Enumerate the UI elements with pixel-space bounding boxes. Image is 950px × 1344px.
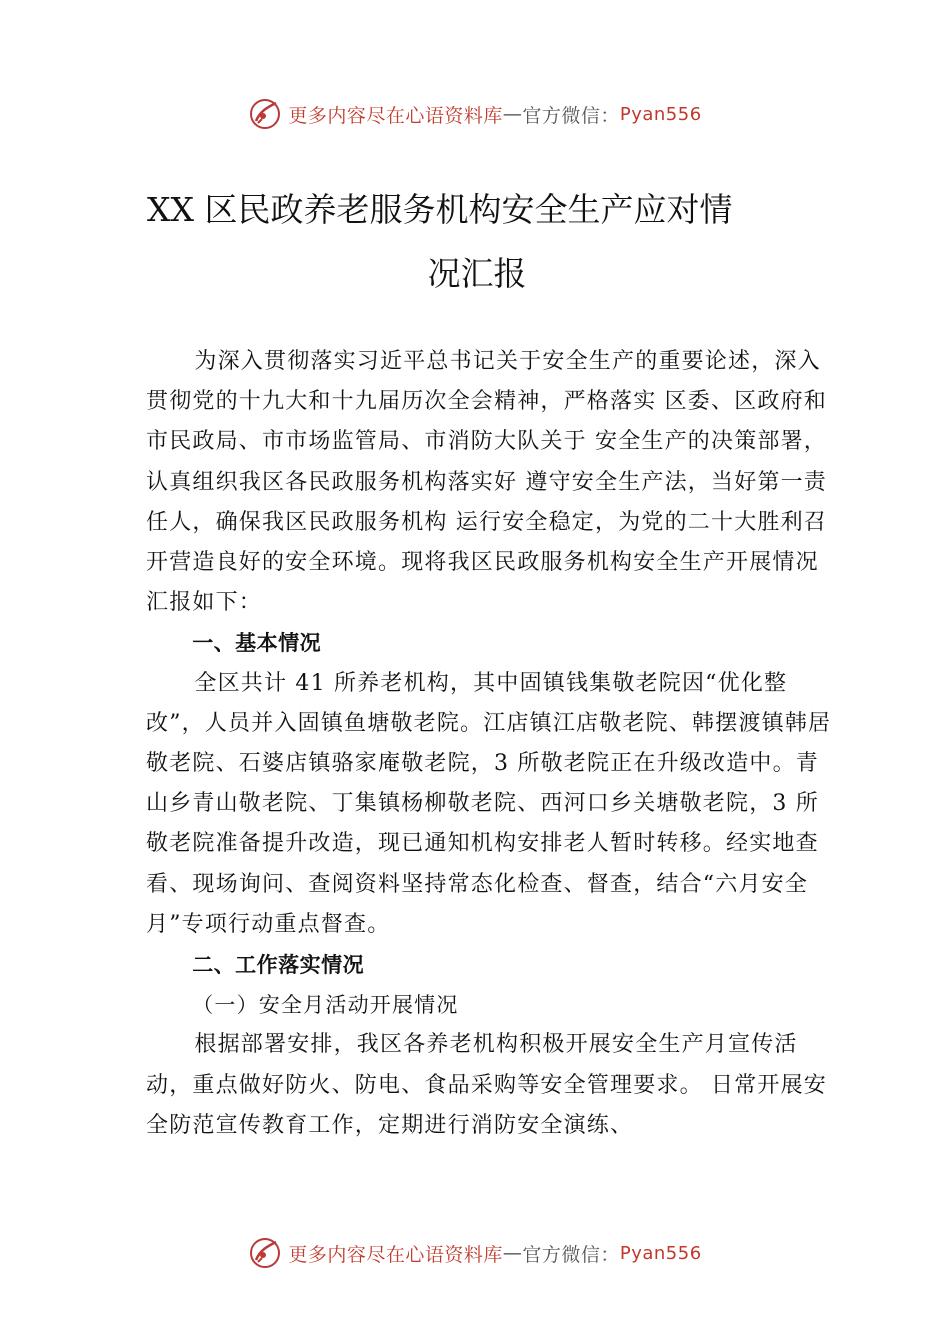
brand-text: 更多内容尽在心语资料库 [288,104,503,127]
section-2-heading: 二、工作落实情况 [192,953,365,978]
wechat-label: 官方微信： [522,1243,620,1266]
title-line-2: 况汇报 [427,254,527,293]
banner-dash: — [502,103,523,125]
wechat-id: Pyan556 [619,1242,702,1264]
pen-logo-icon [248,97,282,131]
footer-banner [0,1235,950,1271]
wechat-label: 官方微信： [522,104,620,127]
section-1-heading: 一、基本情况 [192,631,322,656]
intro-paragraph: 为深入贯彻落实习近平总书记关于安全生产的重要论述，深入贯彻党的十九大和十九届历次全会精神，严格落实 区委、区政府和市民政局、市市场监管局、市消防大队关于 安全生产的决策部署，认真组织我区各民政服务机构落实好 遵守安全生产法，当好第一责任人，确保我区民政服务机构 运行安全稳定，为党的二十大胜利召开营造良好的安全环境。现将我区民政服务机构安全生产开展情况汇报如下： [146,349,827,616]
wechat-id: Pyan556 [619,103,702,125]
subsection-1-paragraph: 根据部署安排，我区各养老机构积极开展安全生产月宣传活动，重点做好防火、防电、食品采购等安全管理要求。 日常开展安全防范宣传教育工作，定期进行消防安全演练、 [146,1032,827,1138]
banner-dash: — [502,1242,523,1264]
subsection-1-heading: （一）安全月活动开展情况 [192,993,459,1018]
brand-text: 更多内容尽在心语资料库 [288,1243,503,1266]
header-banner [0,96,950,132]
document-body [146,342,836,1146]
title-line-1: XX 区民政养老服务机构安全生产应对情 [147,190,733,229]
document-title [147,178,807,306]
section-1-paragraph: 全区共计 41 所养老机构，其中固镇钱集敬老院因“优化整改”，人员并入固镇鱼塘敬老院。江店镇江店敬老院、韩摆渡镇韩居敬老院、石婆店镇骆家庵敬老院，3 所敬老院正在升级改造中。青山乡青山敬老院、丁集镇杨柳敬老院、西河口乡关塘敬老院，3 所敬老院准备提升改造，现已通知机构安排老人暂时转移。经实地查看、现场询问、查阅资料坚持常态化检查、督查，结合“六月安全月”专项行动重点督查。 [146,670,832,937]
pen-logo-icon [248,1236,282,1270]
